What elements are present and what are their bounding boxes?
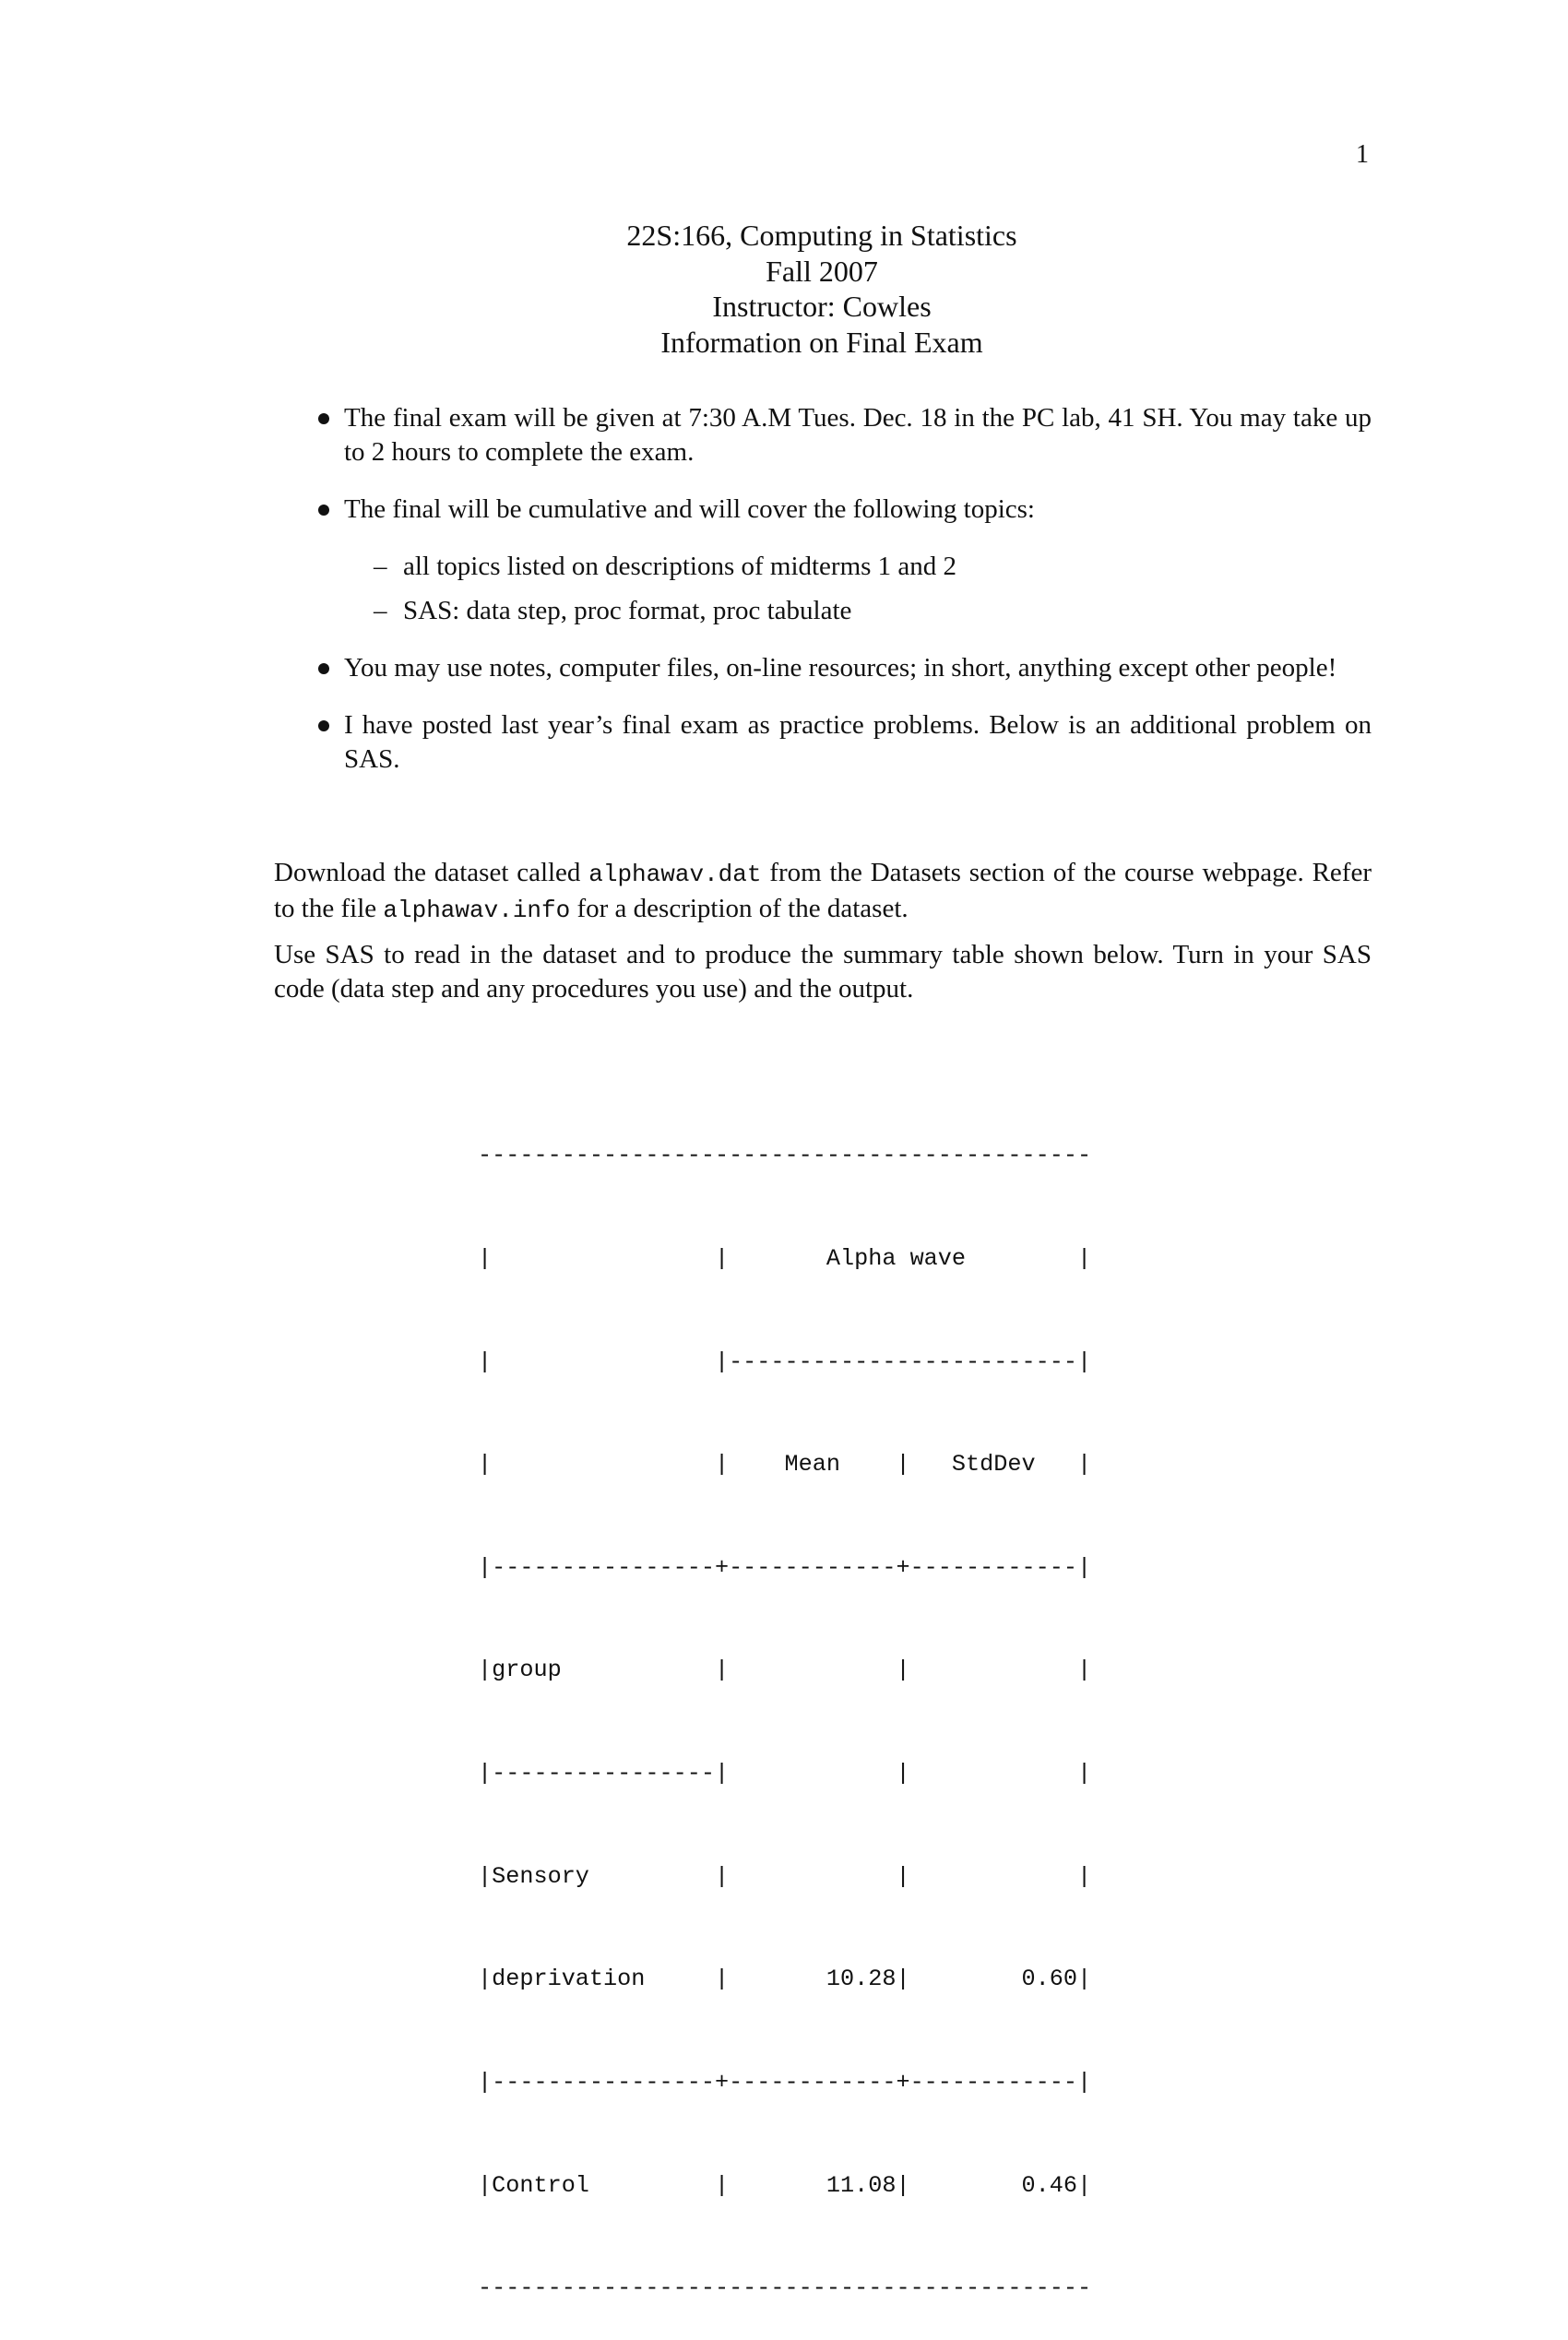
table-line: | | Mean | StdDev | [478,1451,1092,1479]
instructor: Instructor: Cowles [712,290,932,323]
download-instructions [274,856,1372,928]
term: Fall 2007 [766,254,878,288]
dash-icon: – [374,552,387,581]
table-line: |----------------+------------+------------| [478,1553,1092,1581]
topics-sublist [344,550,1372,628]
table-line: -------------------------------------------- [478,1142,1092,1170]
document-title: Information on Final Exam [660,325,983,359]
dash-icon: – [374,596,387,625]
bullet-icon [318,663,329,674]
document-header [0,218,1568,360]
sub-item-sas [344,594,1372,628]
bullet-text: The final will be cumulative and will cover the following topics: [344,494,1035,524]
text: for a description of the dataset. [570,894,909,923]
bullet-icon [318,413,329,424]
sas-summary-table [478,1070,1091,2340]
page-number: 1 [1356,140,1369,169]
bullet-topics [274,493,1372,628]
table-line: | | Alpha wave | [478,1245,1092,1273]
bullet-resources [274,651,1372,685]
table-line: | |-------------------------| [478,1348,1092,1375]
info-filename: alphawav.info [383,897,571,924]
bullet-exam-time [274,401,1372,469]
bullet-icon [318,505,329,516]
table-line: |group | | | [478,1657,1092,1684]
table-line: |----------------| | | [478,1760,1092,1788]
bullet-text: I have posted last year’s final exam as practice problems. Below is an additional problem on SAS. [344,710,1372,774]
info-bullet-list [274,401,1372,800]
bullet-text: You may use notes, computer files, on-line resources; in short, anything except other people! [344,653,1337,683]
bullet-practice [274,708,1372,777]
sub-item-text: SAS: data step, proc format, proc tabulate [403,596,852,625]
table-line: |deprivation | 10.28| 0.60| [478,1966,1092,1993]
table-line: |Sensory | | | [478,1862,1092,1890]
text: Download the dataset called [274,858,589,887]
dataset-filename: alphawav.dat [588,861,762,888]
course-title: 22S:166, Computing in Statistics [626,219,1017,252]
table-line: |----------------+------------+------------| [478,2068,1092,2096]
bullet-text: The final exam will be given at 7:30 A.M Tues. Dec. 18 in the PC lab, 41 SH. You may take up to 2 hours to complete the exam. [344,403,1372,467]
task-instructions: Use SAS to read in the dataset and to produce the summary table shown below. Turn in your SAS code (data step and any procedures you use) and the output. [274,940,1372,1004]
bullet-icon [318,720,329,731]
sub-item-text: all topics listed on descriptions of midterms 1 and 2 [403,552,957,581]
sub-item-midterms [344,550,1372,584]
text: from the Datasets section of the course webpage. Refer to the file [274,858,1372,923]
table-line: -------------------------------------------- [478,2275,1092,2302]
table-line: |Control | 11.08| 0.46| [478,2171,1092,2199]
